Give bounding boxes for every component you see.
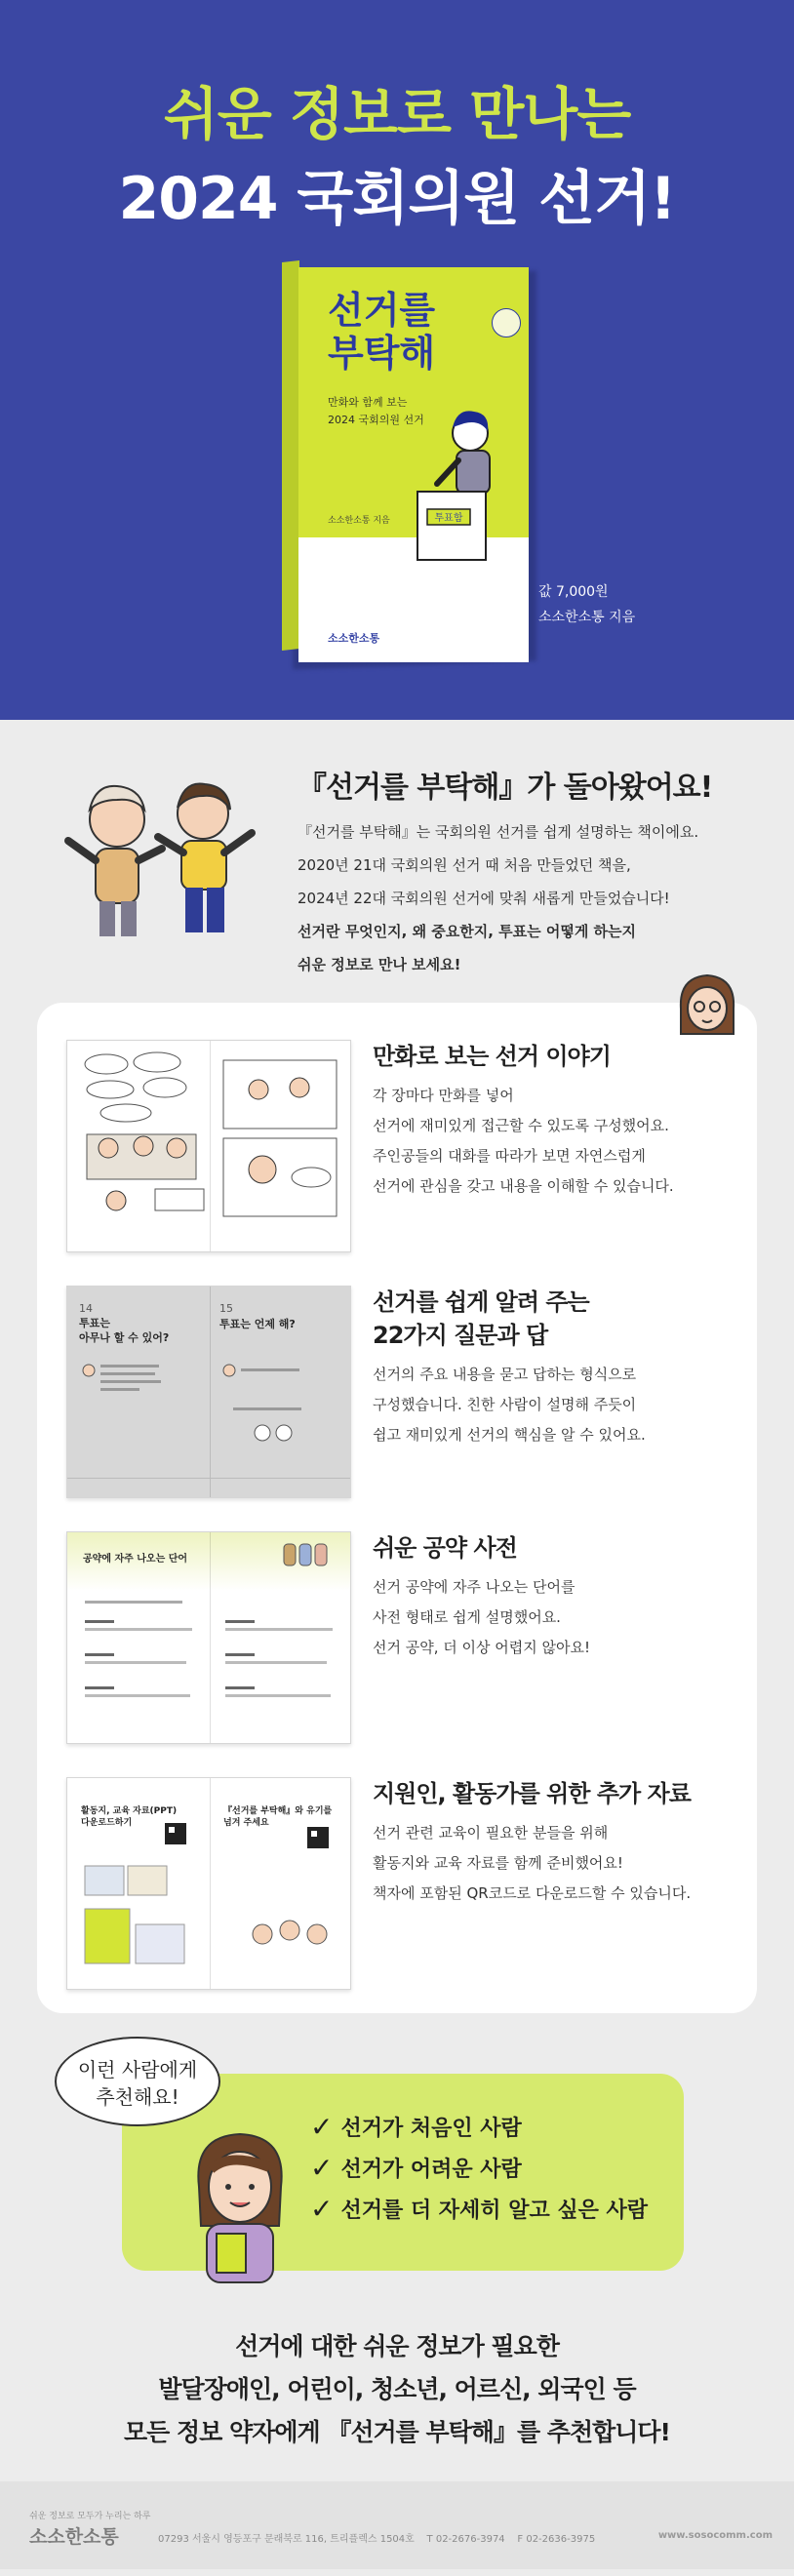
bubble-line: 추천해요! xyxy=(96,2085,179,2109)
feature-desc-line: 선거에 관심을 갖고 내용을 이해할 수 있습니다. xyxy=(373,1177,674,1195)
recommend-list xyxy=(310,2106,648,2229)
feature-dictionary xyxy=(66,1531,730,1744)
feature-desc-line: 책자에 포함된 QR코드로 다운로드할 수 있습니다. xyxy=(373,1884,692,1902)
materials-right-title-line: 넘겨 주세요 xyxy=(223,1818,269,1828)
feature-materials-text xyxy=(373,1777,743,1909)
book-publisher: 소소한소통 xyxy=(328,632,380,645)
feature-title-line: 만화로 보는 선거 이야기 xyxy=(373,1043,611,1070)
feature-desc xyxy=(373,1081,743,1202)
recommend-speech-bubble xyxy=(55,2037,220,2126)
book-subtitle-line2: 2024 국회의원 선거 xyxy=(328,414,424,426)
hero-section xyxy=(0,0,794,720)
footer-contact xyxy=(158,2530,595,2545)
feature-desc-line: 쉽고 재미있게 선거의 핵심을 알 수 있어요. xyxy=(373,1426,646,1444)
qr-code-icon xyxy=(165,1823,186,1844)
check-icon: ✓ xyxy=(310,2151,334,2184)
dictionary-heading: 공약에 자주 나오는 단어 xyxy=(83,1554,188,1565)
feature-title-line: 22가지 질문과 답 xyxy=(373,1322,548,1349)
materials-left-title-line: 다운로드하기 xyxy=(81,1818,133,1828)
book-badge-icon xyxy=(492,308,521,337)
feature-desc-line: 구성했습니다. 친한 사람이 설명해 주듯이 xyxy=(373,1396,637,1413)
price: 값 7,000원 xyxy=(538,584,609,600)
feature-comic-text xyxy=(373,1040,743,1202)
feature-desc-line: 각 장마다 만화를 넣어 xyxy=(373,1087,514,1104)
recommend-section xyxy=(0,2013,794,2286)
feature-title-line: 지원인, 활동가를 위한 추가 자료 xyxy=(373,1780,691,1807)
feature-desc-line: 선거의 주요 내용을 묻고 답하는 형식으로 xyxy=(373,1366,637,1383)
feature-materials-thumbnail xyxy=(66,1777,351,1990)
bubble-line: 이런 사람에게 xyxy=(77,2058,198,2081)
page-fold xyxy=(210,1041,211,1251)
feature-desc-line: 사전 형태로 쉽게 설명했어요. xyxy=(373,1608,561,1626)
closing-message xyxy=(0,2325,794,2454)
recommending-person-illustration xyxy=(172,2119,308,2284)
feature-comic-thumbnail xyxy=(66,1040,351,1252)
feature-title xyxy=(373,1531,743,1565)
intro-bold-line: 선거란 무엇인지, 왜 중요한지, 투표는 어떻게 하는지 xyxy=(298,923,637,940)
feature-desc-line: 주인공들의 대화를 따라가 보면 자연스럽게 xyxy=(373,1147,646,1165)
footer-tagline: 쉬운 정보로 모두가 누리는 하루 xyxy=(29,2512,151,2521)
qna-right-number: 15 xyxy=(219,1302,233,1315)
feature-title xyxy=(373,1040,743,1073)
footer xyxy=(0,2481,794,2569)
qr-code-icon xyxy=(307,1827,329,1848)
price-info xyxy=(538,579,635,630)
book-subtitle xyxy=(328,394,424,429)
feature-title-line: 선거를 쉽게 알려 주는 xyxy=(373,1288,589,1316)
dancing-people-illustration xyxy=(57,759,271,954)
feature-qna-text xyxy=(373,1286,743,1450)
intro-line: 2020년 21대 국회의원 선거 때 처음 만들었던 책을, xyxy=(298,856,631,874)
qna-right-title: 투표는 언제 해? xyxy=(219,1318,296,1330)
feature-desc-line: 활동지와 교육 자료를 함께 준비했어요! xyxy=(373,1854,623,1872)
feature-desc xyxy=(373,1360,743,1450)
feature-title-line: 쉬운 공약 사전 xyxy=(373,1534,517,1562)
feature-title xyxy=(373,1777,743,1810)
feature-title xyxy=(373,1286,743,1352)
intro-bold-line: 쉬운 정보로 만나 보세요! xyxy=(298,956,461,973)
feature-desc-line: 선거 공약에 자주 나오는 단어를 xyxy=(373,1578,576,1596)
footer-fax: F 02-2636-3975 xyxy=(517,2534,596,2545)
intro-title: 『선거를 부탁해』가 돌아왔어요! xyxy=(298,771,713,805)
feature-desc-line: 선거 공약, 더 이상 어렵지 않아요! xyxy=(373,1639,590,1656)
footer-website-link[interactable]: www.sosocomm.com xyxy=(657,2530,773,2541)
qna-left-title-line: 투표는 xyxy=(79,1317,110,1329)
intro-line: 『선거를 부탁해』는 국회의원 선거를 쉽게 설명하는 책이에요. xyxy=(298,823,699,841)
feature-dictionary-thumbnail xyxy=(66,1531,351,1744)
check-icon: ✓ xyxy=(310,2110,334,2143)
materials-page-illustration xyxy=(67,1778,351,1990)
book-title xyxy=(328,289,435,375)
materials-right-title-line: 『선거를 부탁해』와 유기를 xyxy=(223,1806,333,1816)
footer-logo: 소소한소통 xyxy=(29,2526,119,2548)
hero-title-line2: 2024 국회의원 선거! xyxy=(118,165,676,233)
recommend-item xyxy=(310,2106,648,2147)
author-credit: 소소한소통 지음 xyxy=(538,610,636,625)
voter-illustration xyxy=(414,394,521,570)
feature-desc xyxy=(373,1572,743,1663)
book-title-line1: 선거를 xyxy=(328,289,436,332)
footer-tel: T 02-2676-3974 xyxy=(426,2534,505,2545)
recommend-item xyxy=(310,2188,648,2229)
closing-line: 발달장애인, 어린이, 청소년, 어르신, 외국인 등 xyxy=(158,2375,636,2403)
qna-page-illustration xyxy=(67,1287,351,1498)
footer-address: 07293 서울시 영등포구 문래북로 116, 트리플렉스 1504호 xyxy=(158,2534,415,2545)
recommend-item-label: 선거를 더 자세히 알고 싶은 사람 xyxy=(340,2198,649,2223)
feature-desc-line: 선거에 재미있게 접근할 수 있도록 구성했어요. xyxy=(373,1117,669,1134)
recommend-item-label: 선거가 어려운 사람 xyxy=(340,2157,522,2182)
check-icon: ✓ xyxy=(310,2192,334,2225)
intro-body xyxy=(298,815,766,981)
closing-line: 모든 정보 약자에게 『선거를 부탁해』를 추천합니다! xyxy=(124,2418,670,2446)
closing-section xyxy=(0,2286,794,2481)
dictionary-page-illustration xyxy=(67,1532,351,1744)
feature-desc-line: 선거 관련 교육이 필요한 분들을 위해 xyxy=(373,1824,609,1842)
feature-materials xyxy=(66,1777,730,1990)
intro-line: 2024년 22대 국회의원 선거에 맞춰 새롭게 만들었습니다! xyxy=(298,890,670,907)
qna-left-title-line: 아무나 할 수 있어? xyxy=(79,1331,170,1344)
book-subtitle-line1: 만화와 함께 보는 xyxy=(328,396,408,409)
recommend-item xyxy=(310,2147,648,2188)
recommend-item-label: 선거가 처음인 사람 xyxy=(340,2116,522,2141)
book-title-line2: 부탁해 xyxy=(328,332,436,375)
features-card xyxy=(37,1003,757,2013)
intro-section xyxy=(0,720,794,1003)
materials-left-title-line: 활동지, 교육 자료(PPT) xyxy=(81,1806,178,1816)
feature-comic xyxy=(66,1040,730,1252)
feature-qna-thumbnail xyxy=(66,1286,351,1498)
book-spine xyxy=(282,260,299,651)
closing-line: 선거에 대한 쉬운 정보가 필요한 xyxy=(235,2332,559,2360)
ballot-box-label: 투표함 xyxy=(434,513,463,524)
feature-qna xyxy=(66,1286,730,1498)
book-author: 소소한소통 지음 xyxy=(328,516,390,526)
hero-title-line1: 쉬운 정보로 만나는 xyxy=(163,81,631,147)
feature-desc xyxy=(373,1818,743,1909)
feature-dictionary-text xyxy=(373,1531,743,1663)
qna-left-number: 14 xyxy=(79,1302,93,1315)
book-cover xyxy=(298,267,529,662)
girl-face-icon xyxy=(675,970,739,1040)
